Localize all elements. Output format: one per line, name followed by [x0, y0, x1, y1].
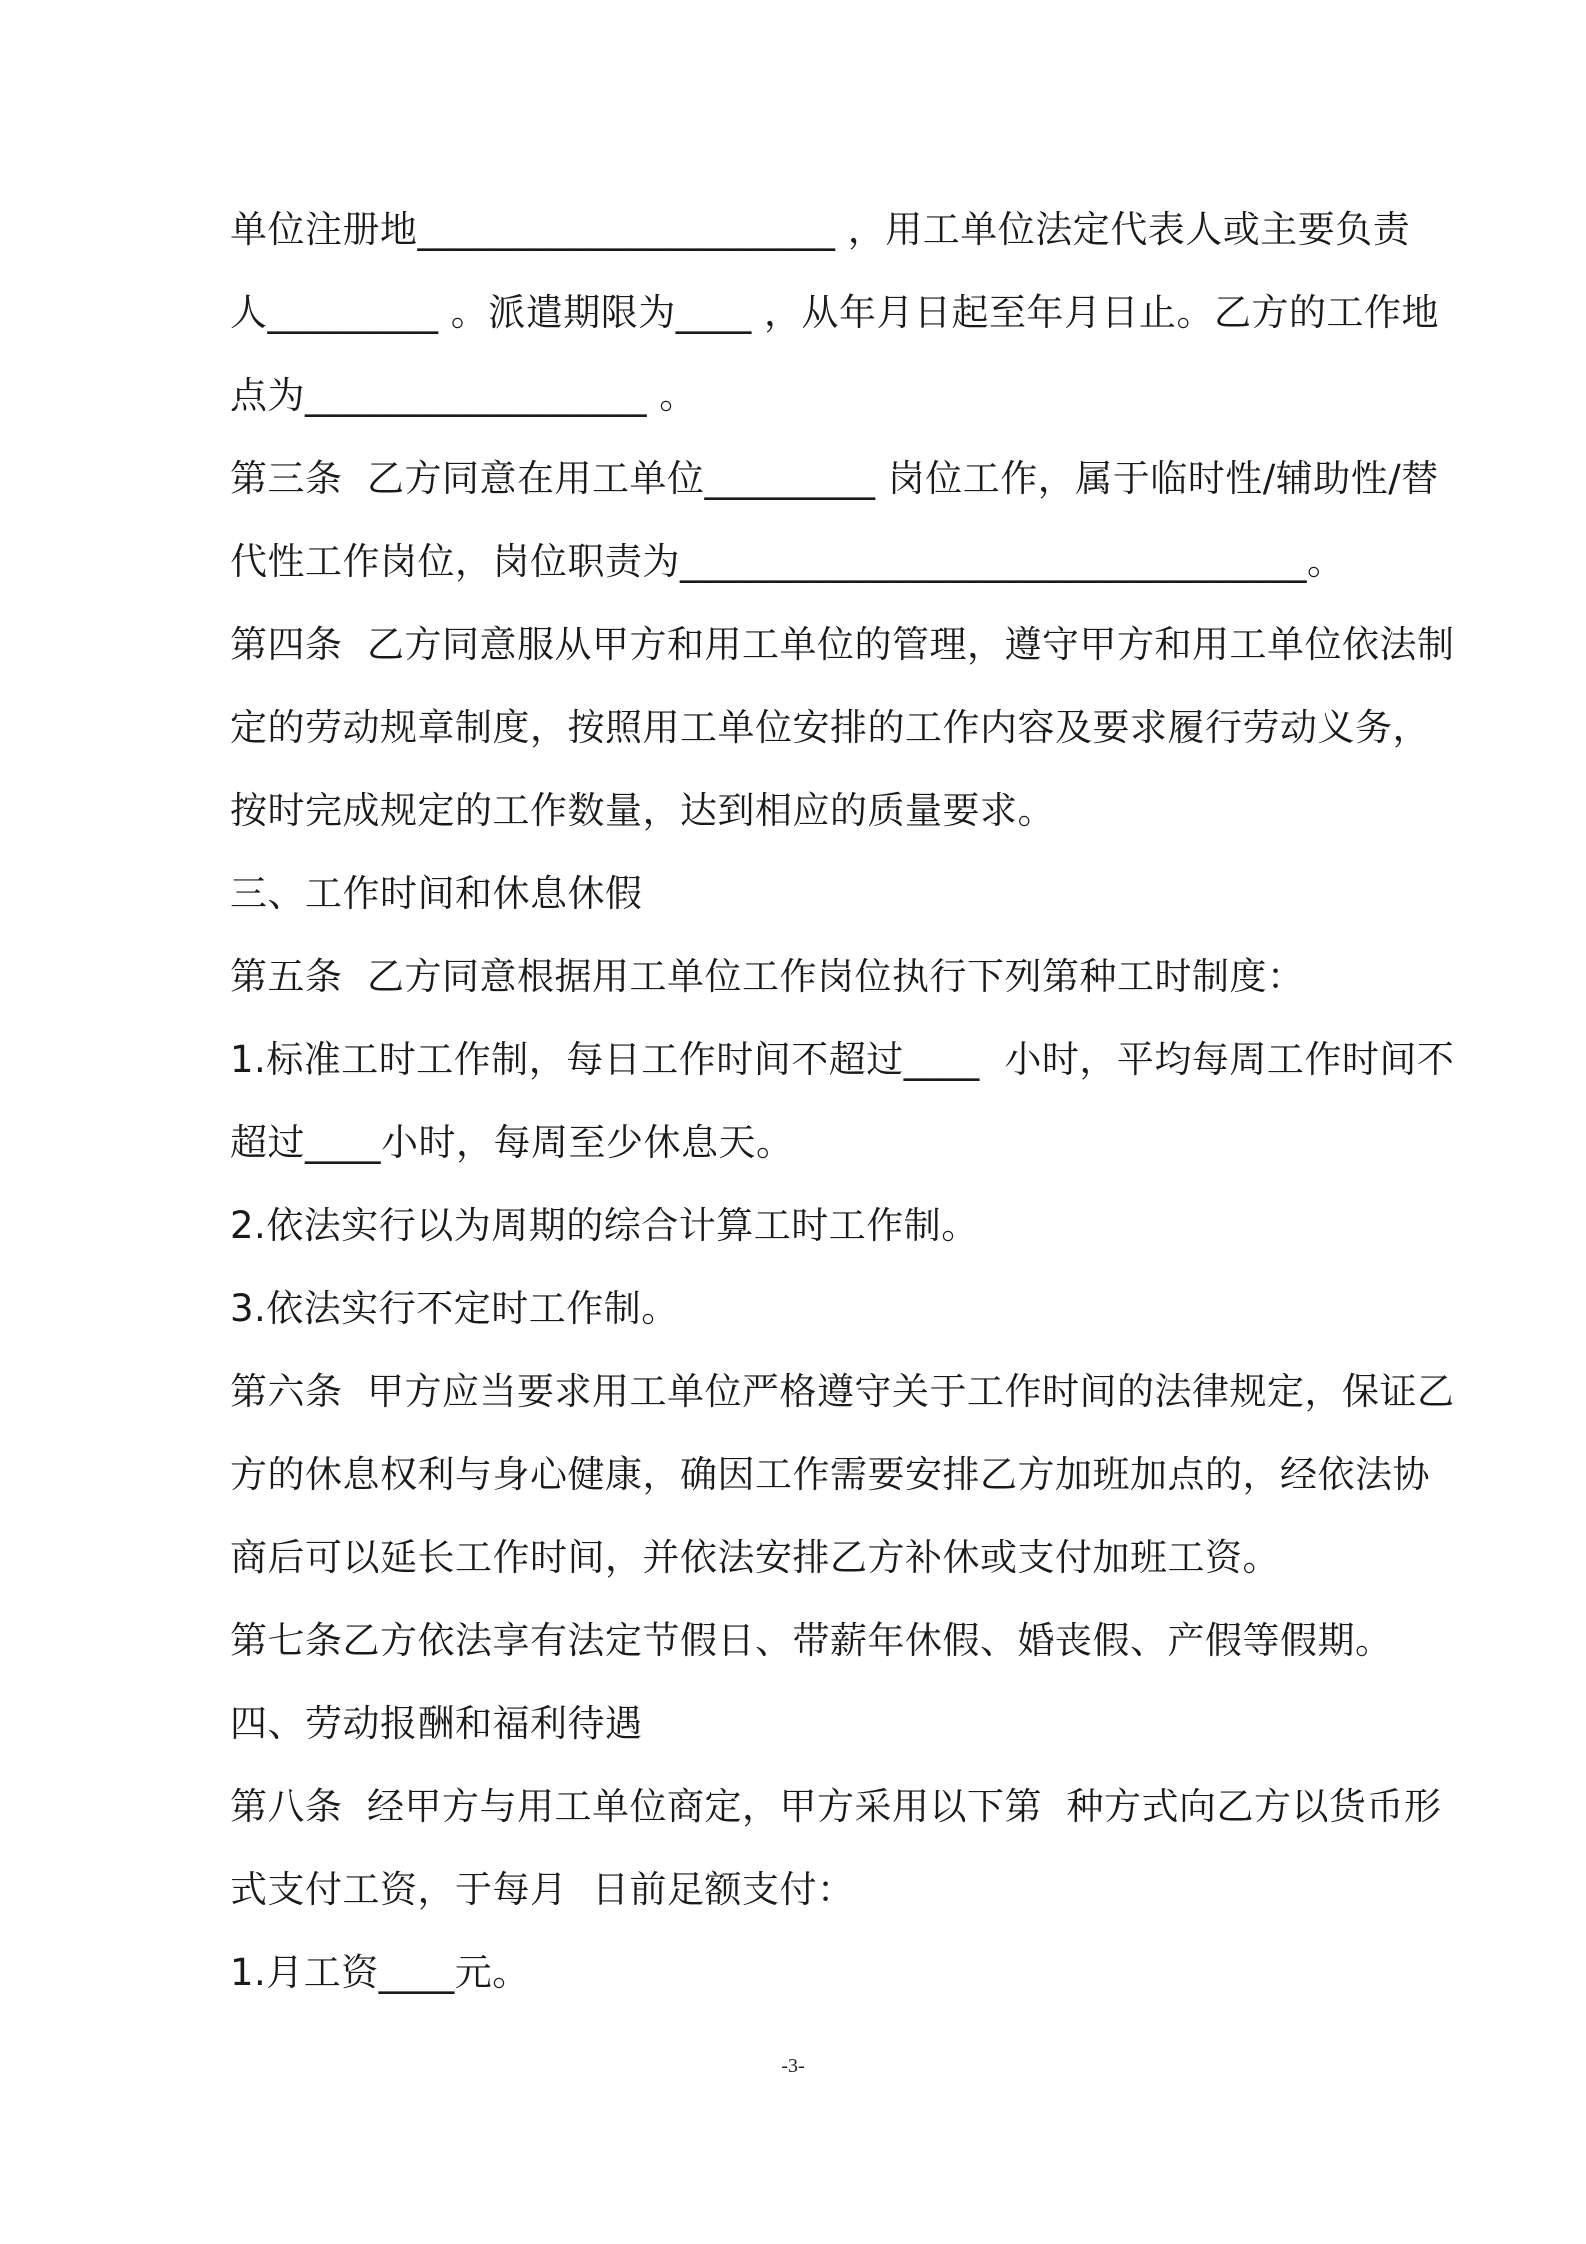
- text-line: 商后可以延长工作时间，并依法安排乙方补休或支付加班工资。: [230, 1536, 1280, 1579]
- section-heading: 三、工作时间和休息休假: [230, 872, 643, 915]
- article-3-line: 第三条 乙方同意在用工单位_________ 岗位工作，属于临时性/辅助性/替: [230, 457, 1439, 500]
- text-line: 单位注册地______________________ ，用工单位法定代表人或主要负责: [230, 208, 1411, 251]
- text-line: 定的劳动规章制度，按照用工单位安排的工作内容及要求履行劳动义务，: [230, 706, 1430, 749]
- article-7-line: 第七条乙方依法享有法定节假日、带薪年休假、婚丧假、产假等假期。: [230, 1619, 1393, 1662]
- text-line: 代性工作岗位，岗位职责为_________________________________。: [230, 540, 1345, 583]
- page-number: -3-: [781, 2055, 805, 2077]
- article-6-line: 第六条 甲方应当要求用工单位严格遵守关于工作时间的法律规定，保证乙: [230, 1370, 1455, 1413]
- text-line: 方的休息权利与身心健康，确因工作需要安排乙方加班加点的，经依法协: [230, 1453, 1430, 1496]
- article-4-line: 第四条 乙方同意服从甲方和用工单位的管理，遵守甲方和用工单位依法制: [230, 623, 1455, 666]
- text-line: 人_________ 。派遣期限为____ ，从年月日起至年月日止。乙方的工作地: [230, 291, 1440, 334]
- list-item: 1.月工资____元。: [230, 1951, 530, 1994]
- article-5-line: 第五条 乙方同意根据用工单位工作岗位执行下列第种工时制度：: [230, 955, 1305, 998]
- text-line: 式支付工资，于每月 日前足额支付：: [230, 1868, 855, 1911]
- text-line: 点为__________________ 。: [230, 374, 697, 417]
- list-item: 2.依法实行以为周期的综合计算工时工作制。: [230, 1204, 979, 1247]
- article-8-line: 第八条 经甲方与用工单位商定，甲方采用以下第 种方式向乙方以货币形: [230, 1785, 1442, 1828]
- text-line: 按时完成规定的工作数量，达到相应的质量要求。: [230, 789, 1055, 832]
- document-body: [230, 188, 1470, 2014]
- section-heading: 四、劳动报酬和福利待遇: [230, 1702, 643, 1745]
- list-item: 3.依法实行不定时工作制。: [230, 1287, 679, 1330]
- list-item: 1.标准工时工作制，每日工作时间不超过____ 小时，平均每周工作时间不: [230, 1038, 1455, 1081]
- text-line: 超过____小时，每周至少休息天。: [230, 1121, 794, 1164]
